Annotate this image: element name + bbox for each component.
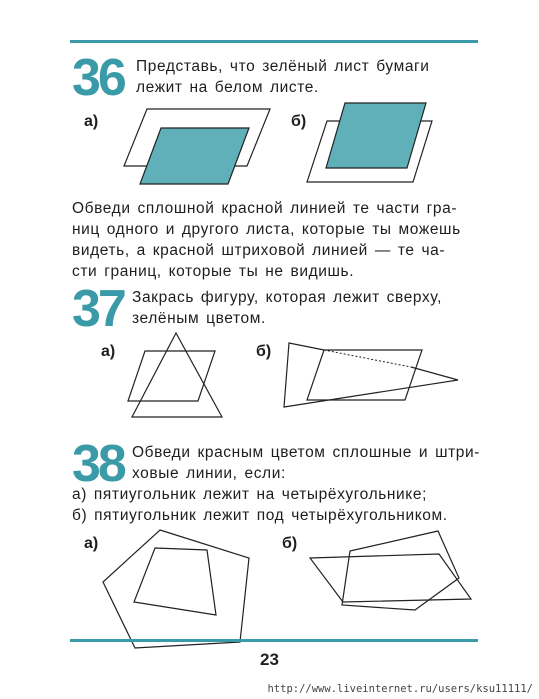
exercise-37-intro-line-1: Закрась фигуру, которая лежит сверху,	[132, 289, 443, 306]
exercise-36-label-b: б)	[291, 113, 307, 130]
exercise-36-intro-line-1: Представь, что зелёный лист бумаги	[136, 58, 430, 75]
exercise-38-intro-line-1: Обведи красным цветом сплошные и штри-	[132, 444, 481, 461]
exercise-37-number: 37	[72, 280, 124, 338]
exercise-36-body-line-4: сти границ, которые ты не видишь.	[72, 263, 355, 280]
exercise-36-body-line-2: ниц одного и другого листа, которые ты можешь	[72, 221, 461, 238]
pentagon	[342, 531, 459, 610]
exercise-38-label-a: а)	[84, 535, 99, 552]
watermark-url: http://www.liveinternet.ru/users/ksu11111/	[267, 683, 533, 695]
exercise-38-intro-line-2: ховые линии, если:	[132, 465, 286, 482]
exercise-36-intro-line-2: лежит на белом листе.	[136, 79, 319, 96]
exercise-38-number: 38	[72, 435, 124, 493]
exercise-36-label-a: а)	[84, 113, 99, 130]
exercise-36-body-line-1: Обведи сплошной красной линией те части гра-	[72, 200, 458, 217]
exercise-36-number: 36	[72, 49, 124, 107]
quadrilateral	[310, 554, 471, 602]
exercise-37-label-a: а)	[101, 343, 116, 360]
exercise-38-item-a: а) пятиугольник лежит на четырёхугольнике;	[72, 486, 427, 503]
exercise-36-body-line-3: видеть, а красной штриховой линией — те ча-	[72, 242, 446, 259]
exercise-37-label-b: б)	[256, 343, 272, 360]
bottom-rule	[70, 639, 478, 642]
exercise-38-label-b: б)	[282, 535, 298, 552]
page-number: 23	[260, 650, 279, 669]
exercise-37-intro-line-2: зелёным цветом.	[132, 310, 266, 327]
exercise-38-item-b: б) пятиугольник лежит под четырёхугольником.	[72, 507, 448, 524]
